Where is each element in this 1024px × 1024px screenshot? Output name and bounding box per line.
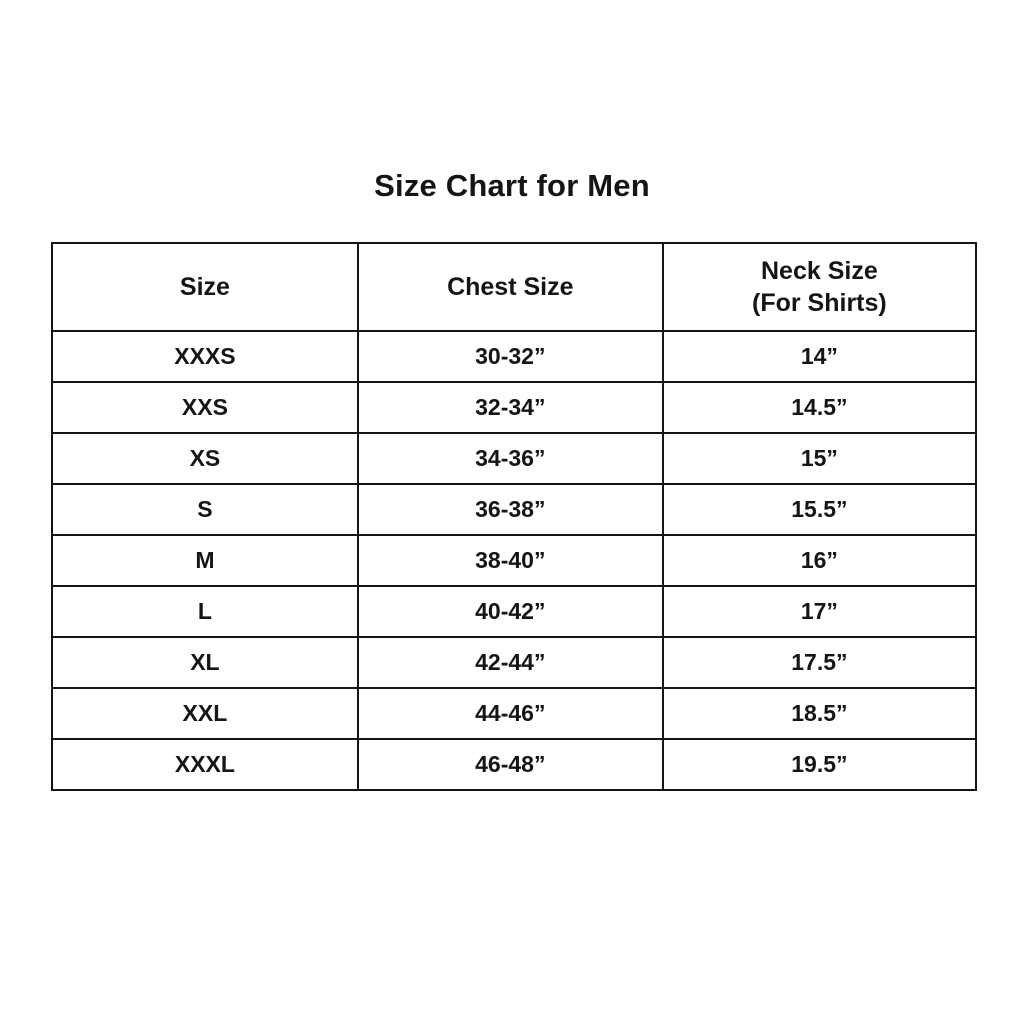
neck-size-cell: 15.5” xyxy=(663,484,976,535)
header-chest-size-label: Chest Size xyxy=(447,272,574,301)
table-row xyxy=(52,331,976,382)
size-cell: XXXL xyxy=(52,739,358,790)
table-row xyxy=(52,688,976,739)
neck-size-cell: 19.5” xyxy=(663,739,976,790)
table-header-row xyxy=(52,243,976,331)
header-neck-size xyxy=(663,243,976,331)
chest-size-cell: 38-40” xyxy=(358,535,663,586)
header-size xyxy=(52,243,358,331)
size-cell: XXL xyxy=(52,688,358,739)
size-cell: XXS xyxy=(52,382,358,433)
neck-size-cell: 15” xyxy=(663,433,976,484)
table-row xyxy=(52,535,976,586)
chest-size-cell: 30-32” xyxy=(358,331,663,382)
neck-size-cell: 14” xyxy=(663,331,976,382)
table-row xyxy=(52,739,976,790)
chest-size-cell: 34-36” xyxy=(358,433,663,484)
size-cell: S xyxy=(52,484,358,535)
page-title: Size Chart for Men xyxy=(374,168,650,203)
neck-size-cell: 18.5” xyxy=(663,688,976,739)
table-row xyxy=(52,637,976,688)
size-cell: M xyxy=(52,535,358,586)
chest-size-cell: 44-46” xyxy=(358,688,663,739)
header-neck-size-label: Neck Size xyxy=(761,256,878,285)
chest-size-cell: 36-38” xyxy=(358,484,663,535)
size-cell: XL xyxy=(52,637,358,688)
table-row xyxy=(52,382,976,433)
table-row xyxy=(52,484,976,535)
chest-size-cell: 40-42” xyxy=(358,586,663,637)
chest-size-cell: 42-44” xyxy=(358,637,663,688)
header-chest-size xyxy=(358,243,663,331)
size-cell: XXXS xyxy=(52,331,358,382)
size-cell: XS xyxy=(52,433,358,484)
size-chart-table xyxy=(51,242,977,791)
header-neck-size-sublabel: (For Shirts) xyxy=(752,289,887,317)
chest-size-cell: 32-34” xyxy=(358,382,663,433)
header-size-label: Size xyxy=(179,272,230,301)
neck-size-cell: 14.5” xyxy=(663,382,976,433)
chest-size-cell: 46-48” xyxy=(358,739,663,790)
neck-size-cell: 16” xyxy=(663,535,976,586)
table-row xyxy=(52,586,976,637)
table-row xyxy=(52,433,976,484)
size-cell: L xyxy=(52,586,358,637)
neck-size-cell: 17” xyxy=(663,586,976,637)
neck-size-cell: 17.5” xyxy=(663,637,976,688)
